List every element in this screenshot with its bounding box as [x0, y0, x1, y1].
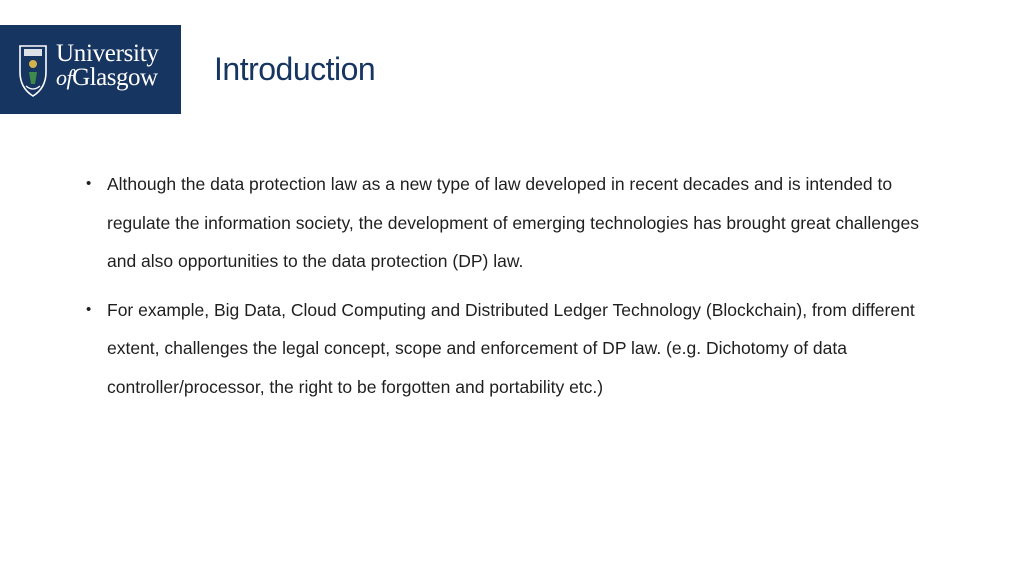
logo-of: of — [56, 65, 73, 90]
bullet-text: For example, Big Data, Cloud Computing and Distributed Ledger Technology (Blockchain), from different extent, challenges the legal concept, scope and enforcement of DP law. (e.g. Dichotomy of data controller/processor, the right to be forgotten and portability etc.) — [107, 299, 915, 397]
university-logo — [0, 25, 181, 114]
bullet-list — [86, 165, 936, 416]
university-crest-icon — [18, 42, 48, 98]
slide-title: Introduction — [214, 51, 376, 87]
logo-line-university: University — [56, 40, 159, 67]
logo-glasgow: Glasgow — [72, 64, 158, 91]
logo-line-glasgow — [56, 65, 159, 90]
bullet-dot-icon: • — [86, 175, 92, 192]
bullet-dot-icon: • — [86, 300, 92, 318]
bullet-item — [86, 291, 936, 407]
logo-wordmark — [56, 41, 159, 90]
bullet-text: Although the data protection law as a new type of law developed in recent decades and is intended to regulate the information society, the development of emerging technologies has brought great challenges and also opportunities to the data protection (DP) law. — [107, 174, 919, 271]
bullet-item — [86, 165, 936, 281]
